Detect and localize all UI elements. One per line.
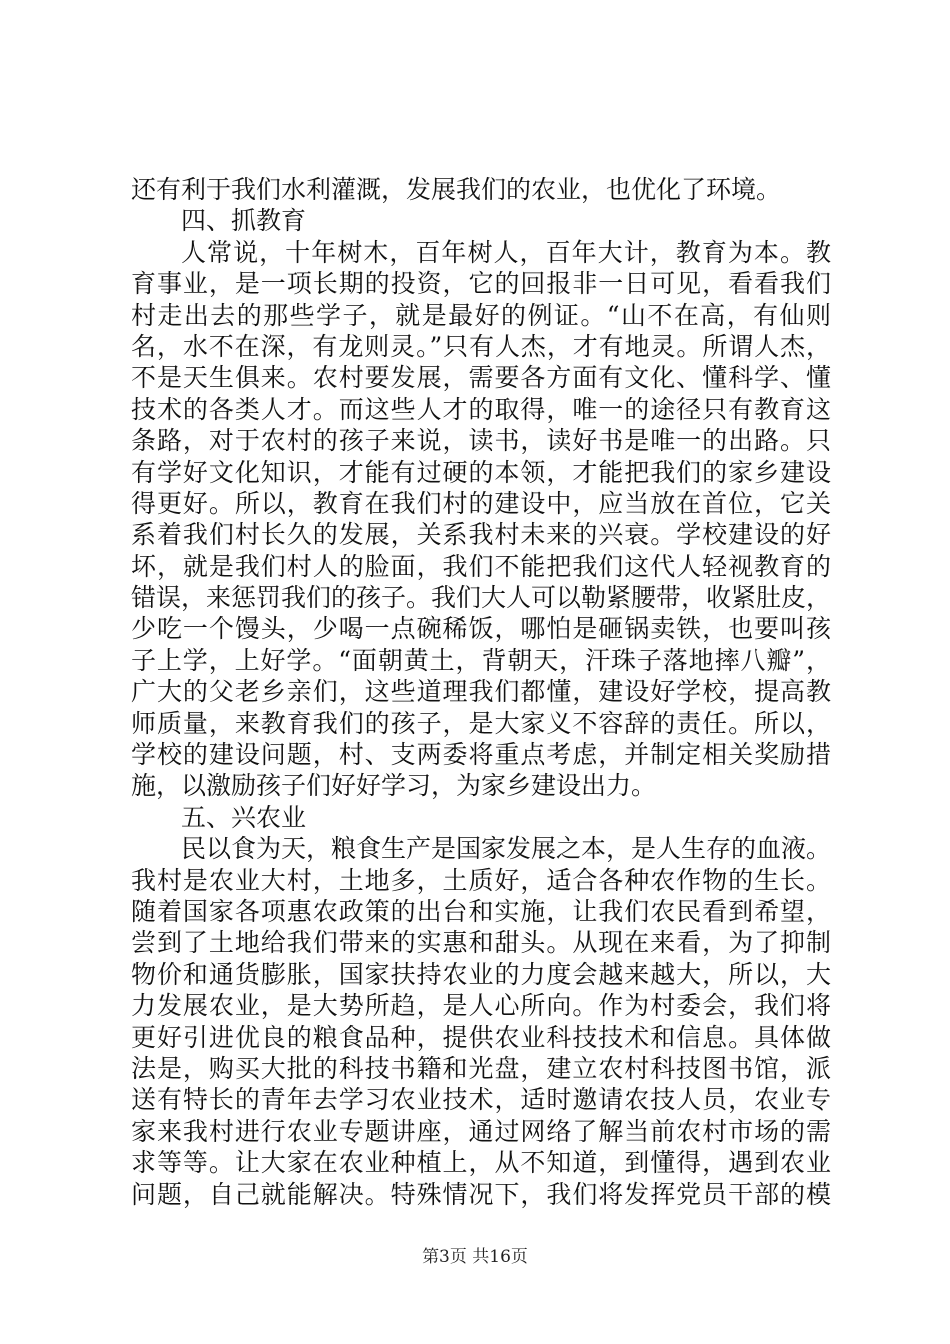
text-line: 名，水不在深，有龙则灵。”只有人杰，才有地灵。所谓人杰，	[131, 331, 831, 361]
text-line: 系着我们村长久的发展，关系我村未来的兴衰。学校建设的好	[131, 520, 831, 550]
text-line: 送有特长的青年去学习农业技术，适时邀请农技人员，农业专	[131, 1085, 831, 1115]
text-line: 还有利于我们水利灌溉，发展我们的农业，也优化了环境。	[131, 175, 782, 204]
text-line: 物价和通货膨胀，国家扶持农业的力度会越来越大，所以，大	[131, 959, 831, 989]
text-line: 得更好。所以，教育在我们村的建设中，应当放在首位，它关	[131, 488, 831, 518]
page-footer: 第3页 共16页	[422, 1247, 528, 1267]
text-line: 更好引进优良的粮食品种，提供农业科技技术和信息。具体做	[131, 1022, 831, 1052]
text-line: 不是天生俱来。农村要发展，需要各方面有文化、懂科学、懂	[131, 363, 831, 393]
text-line: 少吃一个馒头，少喝一点碗稀饭，哪怕是砸锅卖铁，也要叫孩	[131, 614, 831, 644]
text-line: 村走出去的那些学子，就是最好的例证。“山不在高，有仙则	[131, 300, 831, 330]
text-line: 求等等。让大家在农业种植上，从不知道，到懂得，遇到农业	[131, 1148, 831, 1178]
text-line: 我村是农业大村，土地多，土质好，适合各种农作物的生长。	[131, 865, 831, 895]
text-line: 广大的父老乡亲们，这些道理我们都懂，建设好学校，提高教	[131, 677, 831, 707]
text-line: 问题，自己就能解决。特殊情况下，我们将发挥党员干部的模	[131, 1179, 831, 1209]
text-line: 子上学，上好学。“面朝黄土，背朝天，汗珠子落地摔八瓣”，	[131, 645, 831, 675]
text-line: 法是，购买大批的科技书籍和光盘，建立农村科技图书馆，派	[131, 1053, 831, 1083]
document-body	[131, 174, 831, 1210]
text-line: 人常说，十年树木，百年树人，百年大计，教育为本。教	[181, 237, 831, 267]
text-line: 随着国家各项惠农政策的出台和实施，让我们农民看到希望，	[131, 896, 831, 926]
text-line: 错误，来惩罚我们的孩子。我们大人可以勒紧腰带，收紧肚皮，	[131, 583, 832, 613]
section-heading: 四、抓教育	[181, 206, 307, 236]
text-line: 师质量，来教育我们的孩子，是大家义不容辞的责任。所以，	[131, 708, 831, 738]
text-line: 育事业，是一项长期的投资，它的回报非一日可见，看看我们	[131, 269, 831, 299]
text-line: 力发展农业，是大势所趋，是人心所向。作为村委会，我们将	[131, 991, 831, 1021]
section-heading: 五、兴农业	[181, 802, 307, 832]
text-line: 技术的各类人才。而这些人才的取得，唯一的途径只有教育这	[131, 394, 831, 424]
text-line: 坏，就是我们村人的脸面，我们不能把我们这代人轻视教育的	[131, 551, 831, 581]
text-line: 民以食为天，粮食生产是国家发展之本，是人生存的血液。	[181, 834, 832, 864]
text-line: 有学好文化知识，才能有过硬的本领，才能把我们的家乡建设	[131, 457, 831, 487]
text-line: 学校的建设问题，村、支两委将重点考虑，并制定相关奖励措	[131, 740, 831, 770]
text-line: 条路，对于农村的孩子来说，读书，读好书是唯一的出路。只	[131, 426, 831, 456]
text-line: 尝到了土地给我们带来的实惠和甜头。从现在来看，为了抑制	[131, 928, 831, 958]
text-line: 家来我村进行农业专题讲座，通过网络了解当前农村市场的需	[131, 1116, 831, 1146]
text-line: 施，以激励孩子们好好学习，为家乡建设出力。	[131, 771, 657, 801]
